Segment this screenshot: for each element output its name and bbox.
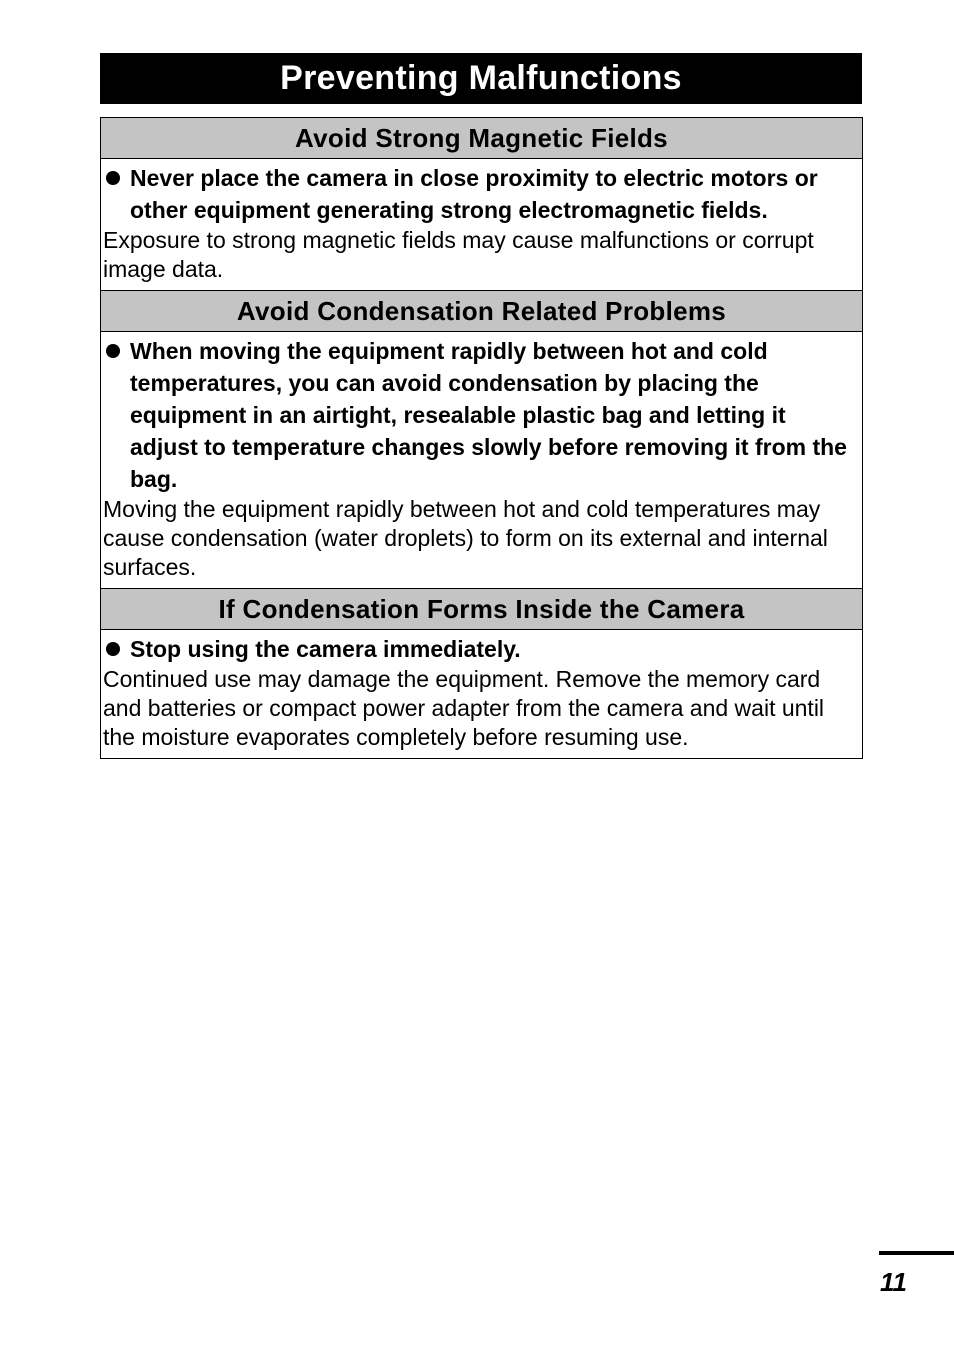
page-number: 11 — [880, 1267, 907, 1297]
bullet-item — [101, 162, 862, 226]
bullet-item — [101, 335, 862, 495]
bullet-icon — [106, 344, 120, 358]
section-condensation — [101, 290, 862, 588]
section-heading: Avoid Strong Magnetic Fields — [101, 118, 862, 159]
bullet-item — [101, 633, 862, 665]
bullet-text: Never place the camera in close proximity to electric motors or other equipment generating strong electromagnetic fields. — [130, 165, 818, 223]
bullet-icon — [106, 642, 120, 656]
section-body — [101, 630, 862, 758]
section-heading: Avoid Condensation Related Problems — [101, 290, 862, 332]
section-body — [101, 159, 862, 290]
bullet-icon — [106, 171, 120, 185]
section-condensation-inside — [101, 588, 862, 758]
bullet-text: Stop using the camera immediately. — [130, 636, 521, 662]
section-magnetic-fields — [101, 118, 862, 290]
footer-rule — [879, 1251, 954, 1255]
page-title: Preventing Malfunctions — [100, 53, 862, 104]
section-heading: If Condensation Forms Inside the Camera — [101, 588, 862, 630]
explanation-text: Continued use may damage the equipment. Remove the memory card and batteries or compact power adapter from the camera and wait until the moisture evaporates completely before resuming use. — [103, 666, 825, 750]
explanation-text: Exposure to strong magnetic fields may cause malfunctions or corrupt image data. — [103, 227, 814, 282]
section-body — [101, 332, 862, 588]
precautions-box — [100, 117, 863, 759]
explanation-text: Moving the equipment rapidly between hot and cold temperatures may cause condensation (water droplets) to form on its external and internal surfaces. — [103, 496, 828, 580]
bullet-text: When moving the equipment rapidly between hot and cold temperatures, you can avoid condensation by placing the equipment in an airtight, resealable plastic bag and letting it adjust to temperature changes slowly before removing it from the bag. — [130, 338, 847, 492]
